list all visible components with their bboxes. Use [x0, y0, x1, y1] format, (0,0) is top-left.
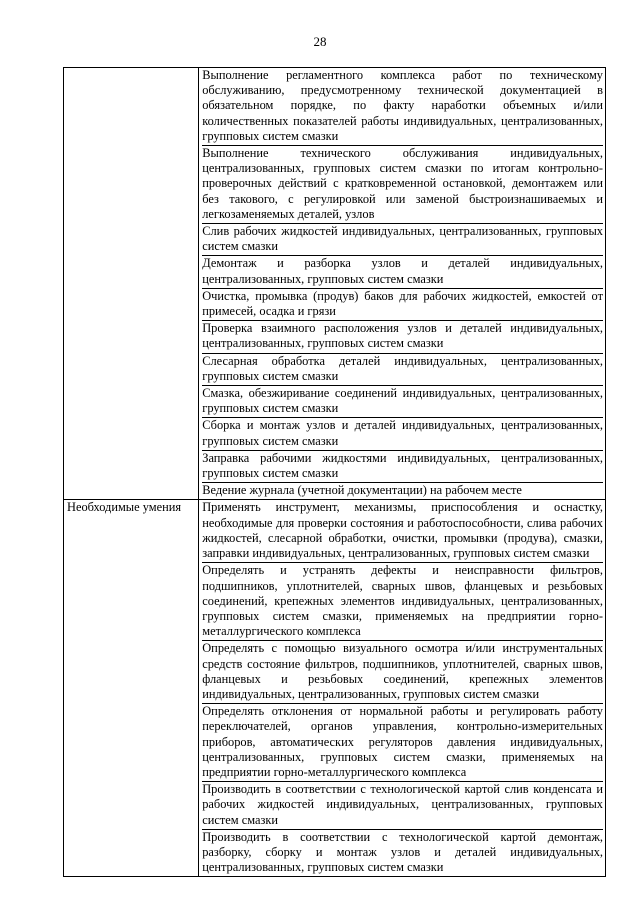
list-item: Применять инструмент, механизмы, приспособления и оснастку, необходимые для проверки состояния и работоспособности, слива рабочих жидкостей, слесарной обработки, очистки, промывки (продува), смазки, заправки индивидуальных, централизованных, групповых систем смазки	[202, 500, 603, 563]
list-item: Выполнение технического обслуживания индивидуальных, централизованных, групповых систем смазки по итогам контрольно-проверочных действий с кратковременной остановкой, демонтажем или без такового, с регулировкой или заменой быстроизнашиваемых и легкозаменяемых деталей, узлов	[202, 146, 603, 224]
list-item: Слесарная обработка деталей индивидуальных, централизованных, групповых систем смазки	[202, 354, 603, 386]
list-item: Проверка взаимного расположения узлов и деталей индивидуальных, централизованных, групповых систем смазки	[202, 321, 603, 353]
row-label-cell	[64, 68, 199, 500]
list-item: Заправка рабочими жидкостями индивидуальных, централизованных, групповых систем смазки	[202, 451, 603, 483]
list-item: Производить в соответствии с технологической картой демонтаж, разборку, сборку и монтаж узлов и деталей индивидуальных, централизованных, групповых систем смазки	[202, 829, 603, 875]
list-item: Производить в соответствии с технологической картой слив конденсата и рабочих жидкостей индивидуальных, централизованных, групповых систем смазки	[202, 782, 603, 830]
row-content-cell	[199, 68, 606, 500]
list-item: Очистка, промывка (продув) баков для рабочих жидкостей, емкостей от примесей, осадка и грязи	[202, 289, 603, 321]
table-row-skills	[64, 500, 606, 877]
list-item: Смазка, обезжиривание соединений индивидуальных, централизованных, групповых систем смазки	[202, 386, 603, 418]
list-item: Демонтаж и разборка узлов и деталей индивидуальных, централизованных, групповых систем смазки	[202, 256, 603, 288]
list-item: Определять отклонения от нормальной работы и регулировать работу переключателей, органов управления, контрольно-измерительных приборов, автоматических регуляторов давления индивидуальных, централизованных, групповых систем смазки, применяемых на предприятии горно-металлургического комплекса	[202, 704, 603, 782]
row-label: Необходимые умения	[67, 500, 182, 515]
list-item: Сборка и монтаж узлов и деталей индивидуальных, централизованных, групповых систем смазки	[202, 418, 603, 450]
list-item: Определять и устранять дефекты и неисправности фильтров, подшипников, уплотнителей, сварных швов, фланцевых и резьбовых соединений, крепежных элементов индивидуальных, централизованных, групповых систем смазки, применяемых на предприятии горно-металлургического комплекса	[202, 563, 603, 641]
row-label-cell	[64, 500, 199, 877]
list-item: Выполнение регламентного комплекса работ по техническому обслуживанию, предусмотренному технической документацией в обязательном порядке, по факту наработки объемных и/или количественных показателей работы индивидуальных, централизованных, групповых систем смазки	[202, 68, 603, 146]
list-item: Ведение журнала (учетной документации) на рабочем месте	[202, 483, 522, 498]
table-row-actions	[64, 68, 606, 500]
page-number: 28	[313, 34, 327, 49]
row-content-cell	[199, 500, 606, 877]
requirements-table	[63, 67, 606, 877]
list-item: Слив рабочих жидкостей индивидуальных, централизованных, групповых систем смазки	[202, 224, 603, 256]
list-item: Определять с помощью визуального осмотра и/или инструментальных средств состояние фильтров, подшипников, уплотнителей, сварных швов, фланцевых и резьбовых соединений, крепежных элементов индивидуальных, централизованных, групповых систем смазки	[202, 641, 603, 704]
